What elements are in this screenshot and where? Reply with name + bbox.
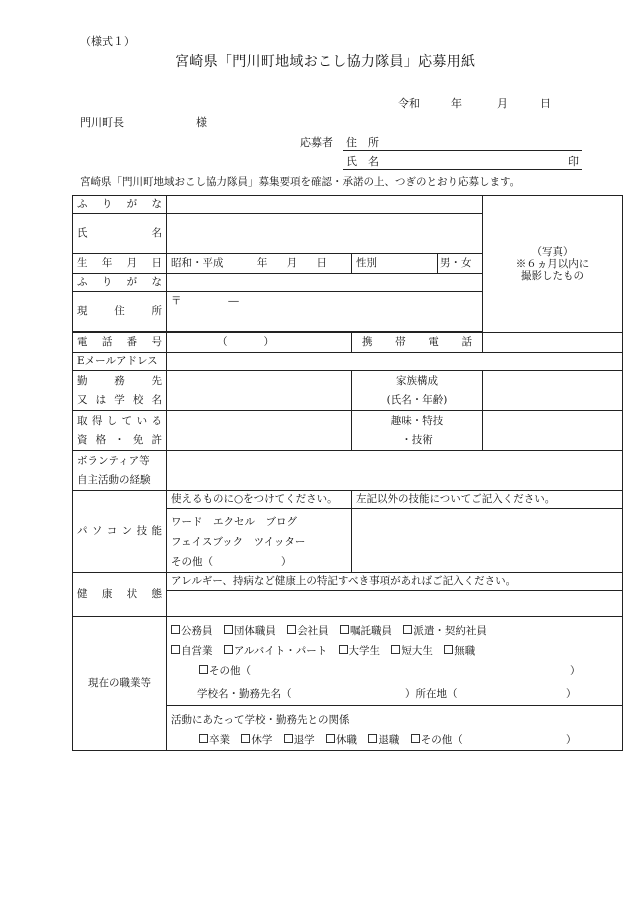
- birth-era: 昭和・平成: [171, 257, 224, 270]
- application-form: [72, 195, 623, 751]
- job-options[interactable]: [167, 617, 623, 684]
- job-public: 公務員: [171, 625, 213, 637]
- photo-box[interactable]: [483, 196, 623, 333]
- birth-year: 年: [256, 257, 268, 270]
- email-input[interactable]: [167, 353, 623, 371]
- date-year: 年: [451, 97, 462, 110]
- label-license: 取 得 し て い る 資 格 ・ 免 許: [73, 411, 167, 451]
- job-row1: [171, 621, 618, 641]
- label-email: Eメールアドレス: [73, 353, 167, 371]
- date-day: 日: [540, 97, 551, 110]
- job-row2: [171, 641, 618, 661]
- postal-dash: ―: [228, 295, 239, 307]
- school-workplace-row[interactable]: 学校名・勤務先名（ ）所在地（ ）: [167, 684, 623, 706]
- name-input[interactable]: [167, 214, 483, 254]
- pc-option-line2[interactable]: フェイスブック ツイッター: [171, 536, 306, 548]
- job-row3: その他（ ）: [171, 661, 618, 681]
- workplace-input[interactable]: [167, 371, 352, 411]
- label-mobile: 携 帯 電 話: [352, 333, 483, 353]
- pc-option-other: その他（ ）: [171, 556, 292, 568]
- photo-label: （写真）: [531, 245, 574, 258]
- birth-day: 日: [316, 257, 328, 270]
- license-input[interactable]: [167, 411, 352, 451]
- applicant-label: 応募者: [300, 136, 333, 149]
- job-company: 会社員: [287, 625, 329, 637]
- sex-female[interactable]: 女: [461, 257, 472, 270]
- health-instruction: アレルギー、持病など健康上の特記すべき事項があればご記入ください。: [167, 573, 623, 591]
- pc-instruction: 使えるものに○をつけてください。: [167, 491, 352, 509]
- label-hobby: 趣味・特技 ・技術: [352, 411, 483, 451]
- form-number: （様式１）: [80, 35, 135, 48]
- job-parttime: アルバイト・パート: [224, 645, 327, 657]
- job-university: 大学生: [339, 645, 381, 657]
- furigana-input[interactable]: [167, 196, 483, 214]
- label-phone: 電 話 番 号: [73, 333, 167, 353]
- mobile-input[interactable]: [483, 333, 623, 353]
- address-underline: [343, 150, 582, 151]
- addressee: 門川町長: [80, 116, 124, 129]
- relation-leave-work: 休職: [326, 734, 357, 746]
- name-underline: [343, 169, 582, 170]
- relation-row[interactable]: 活動にあたって学校・勤務先との関係 卒業 休学 退学 休職 退職 その他（ ）: [167, 706, 623, 751]
- job-unemployed: 無職: [444, 645, 475, 657]
- job-other: その他（: [199, 665, 251, 677]
- address-label: 住 所: [346, 136, 379, 149]
- label-workplace: 勤 務 先 又 は 学 校 名: [73, 371, 167, 411]
- hobby-input[interactable]: [483, 411, 623, 451]
- page-title: 宮崎県「門川町地域おこし協力隊員」応募用紙: [175, 54, 476, 70]
- label-address: 現 住 所: [73, 292, 167, 332]
- pc-option-line1[interactable]: ワード エクセル ブログ: [171, 516, 297, 528]
- relation-other: その他（: [411, 734, 463, 746]
- label-birth: 生 年 月 日: [73, 254, 167, 274]
- postal-mark: 〒: [171, 295, 182, 307]
- label-furigana: ふ り が な: [73, 196, 167, 214]
- volunteer-input[interactable]: [167, 451, 623, 491]
- job-self: 自営業: [171, 645, 213, 657]
- label-name: 氏 名: [73, 214, 167, 254]
- birth-input[interactable]: [167, 254, 352, 274]
- photo-note1: ※６ヵ月以内に: [515, 257, 590, 270]
- job-org: 団体職員: [224, 625, 276, 637]
- label-family: 家族構成 (氏名・年齢): [352, 371, 483, 411]
- date-month: 月: [497, 97, 508, 110]
- pc-other-instruction: 左記以外の技能についてご記入ください。: [352, 491, 623, 509]
- seal-mark: 印: [568, 155, 579, 168]
- job-contract: 嘱託職員: [340, 625, 392, 637]
- address-input[interactable]: [167, 292, 483, 332]
- job-junior-college: 短大生: [391, 645, 433, 657]
- relation-withdraw: 退学: [284, 734, 315, 746]
- relation-graduate: 卒業: [199, 734, 230, 746]
- phone-input[interactable]: （ ）: [167, 333, 352, 353]
- label-sex: 性別: [352, 254, 438, 274]
- furigana-address-input[interactable]: [167, 274, 483, 292]
- birth-month: 月: [286, 257, 298, 270]
- relation-label: 活動にあたって学校・勤務先との関係: [171, 714, 350, 726]
- statement: 宮崎県「門川町地域おこし協力隊員」募集要項を確認・承諾の上、つぎのとおり応募します。: [80, 176, 521, 188]
- health-input[interactable]: [167, 591, 623, 617]
- relation-retire: 退職: [368, 734, 399, 746]
- pc-options[interactable]: [167, 509, 352, 573]
- relation-leave-school: 休学: [241, 734, 272, 746]
- label-volunteer: ボランティア等 自主活動の経験: [73, 451, 167, 491]
- sex-male[interactable]: 男: [440, 257, 451, 270]
- label-furigana-address: ふ り が な: [73, 274, 167, 292]
- honorific: 様: [196, 116, 207, 129]
- date-era: 令和: [398, 97, 420, 110]
- job-dispatch: 派遣・契約社員: [403, 625, 487, 637]
- label-job: 現在の職業等: [73, 617, 167, 751]
- label-health: 健 康 状 態: [73, 573, 167, 617]
- label-pc: パ ソ コ ン 技 能: [73, 491, 167, 573]
- photo-note2: 撮影したもの: [521, 270, 584, 283]
- name-label: 氏 名: [346, 155, 379, 168]
- family-input[interactable]: [483, 371, 623, 411]
- sex-input[interactable]: 男・女: [438, 254, 483, 274]
- pc-other-input[interactable]: [352, 509, 623, 573]
